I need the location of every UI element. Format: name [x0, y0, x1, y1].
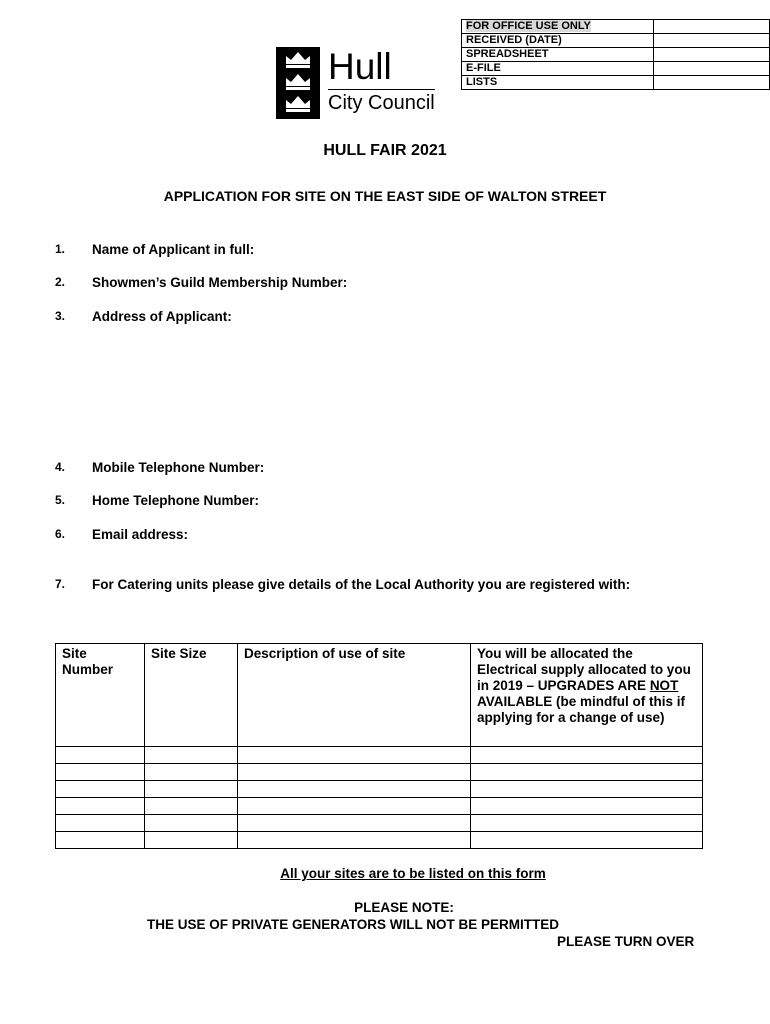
office-label-efile: E-FILE — [462, 62, 654, 76]
table-cell[interactable] — [238, 815, 471, 832]
table-cell[interactable] — [238, 832, 471, 849]
table-cell[interactable] — [145, 798, 238, 815]
question-label: Showmen’s Guild Membership Number: — [92, 275, 348, 290]
table-cell[interactable] — [56, 832, 145, 849]
table-cell[interactable] — [238, 781, 471, 798]
generators-notice: THE USE OF PRIVATE GENERATORS WILL NOT BE PERMITTED — [147, 917, 560, 932]
header-electrical-supply — [471, 644, 703, 747]
table-cell[interactable] — [56, 747, 145, 764]
table-row — [56, 747, 703, 764]
question-number: 7. — [55, 577, 66, 591]
office-value-cell[interactable] — [653, 76, 769, 90]
table-cell[interactable] — [471, 815, 703, 832]
all-sites-note: All your sites are to be listed on this form — [280, 866, 546, 881]
table-cell[interactable] — [238, 747, 471, 764]
table-cell[interactable] — [56, 781, 145, 798]
crown-crest-icon — [276, 47, 320, 119]
logo-divider — [328, 89, 435, 90]
question-label: Name of Applicant in full: — [92, 242, 255, 257]
logo-hull-text: Hull — [328, 46, 392, 87]
table-row — [56, 764, 703, 781]
table-row — [56, 815, 703, 832]
table-cell[interactable] — [238, 798, 471, 815]
table-cell[interactable] — [471, 832, 703, 849]
header-site-number: Site Number — [56, 644, 145, 747]
table-cell[interactable] — [471, 747, 703, 764]
table-cell[interactable] — [56, 764, 145, 781]
page-title: HULL FAIR 2021 — [323, 142, 447, 159]
office-value-cell[interactable] — [653, 34, 769, 48]
table-row — [56, 798, 703, 815]
table-cell[interactable] — [145, 832, 238, 849]
question-number: 5. — [55, 493, 66, 507]
question-label: For Catering units please give details of the Local Authority you are registered with: — [92, 577, 631, 592]
header-description: Description of use of site — [238, 644, 471, 747]
office-use-table — [461, 19, 770, 90]
question-number: 3. — [55, 309, 66, 323]
question-number: 1. — [55, 242, 66, 256]
table-cell[interactable] — [471, 798, 703, 815]
turn-over-label: PLEASE TURN OVER — [557, 934, 695, 949]
table-cell[interactable] — [56, 815, 145, 832]
office-value-cell[interactable] — [653, 20, 769, 34]
office-label-header: FOR OFFICE USE ONLY — [462, 20, 654, 34]
table-row — [56, 832, 703, 849]
table-cell[interactable] — [471, 781, 703, 798]
electrical-text-pre: You will be allocated the Electrical supply allocated to you in 2019 – UPGRADES ARE — [477, 646, 691, 693]
office-label-spreadsheet: SPREADSHEET — [462, 48, 654, 62]
question-label: Mobile Telephone Number: — [92, 460, 265, 475]
sites-table — [55, 643, 703, 849]
question-label: Email address: — [92, 527, 189, 542]
table-cell[interactable] — [471, 764, 703, 781]
please-note-label: PLEASE NOTE: — [354, 900, 454, 915]
office-label-lists: LISTS — [462, 76, 654, 90]
page-subtitle: APPLICATION FOR SITE ON THE EAST SIDE OF WALTON STREET — [163, 188, 607, 204]
table-cell[interactable] — [145, 815, 238, 832]
question-number: 6. — [55, 527, 66, 541]
office-value-cell[interactable] — [653, 48, 769, 62]
question-number: 2. — [55, 275, 66, 289]
question-label: Address of Applicant: — [92, 309, 232, 324]
table-cell[interactable] — [145, 747, 238, 764]
table-cell[interactable] — [145, 764, 238, 781]
table-row — [56, 781, 703, 798]
office-label-received: RECEIVED (DATE) — [462, 34, 654, 48]
header-site-size: Site Size — [145, 644, 238, 747]
table-cell[interactable] — [56, 798, 145, 815]
electrical-text-post: AVAILABLE (be mindful of this if applying for a change of use) — [477, 694, 685, 725]
office-value-cell[interactable] — [653, 62, 769, 76]
table-cell[interactable] — [238, 764, 471, 781]
question-number: 4. — [55, 460, 66, 474]
table-cell[interactable] — [145, 781, 238, 798]
question-label: Home Telephone Number: — [92, 493, 260, 508]
electrical-text-not: NOT — [649, 678, 679, 693]
logo-council-text: City Council — [328, 92, 435, 114]
